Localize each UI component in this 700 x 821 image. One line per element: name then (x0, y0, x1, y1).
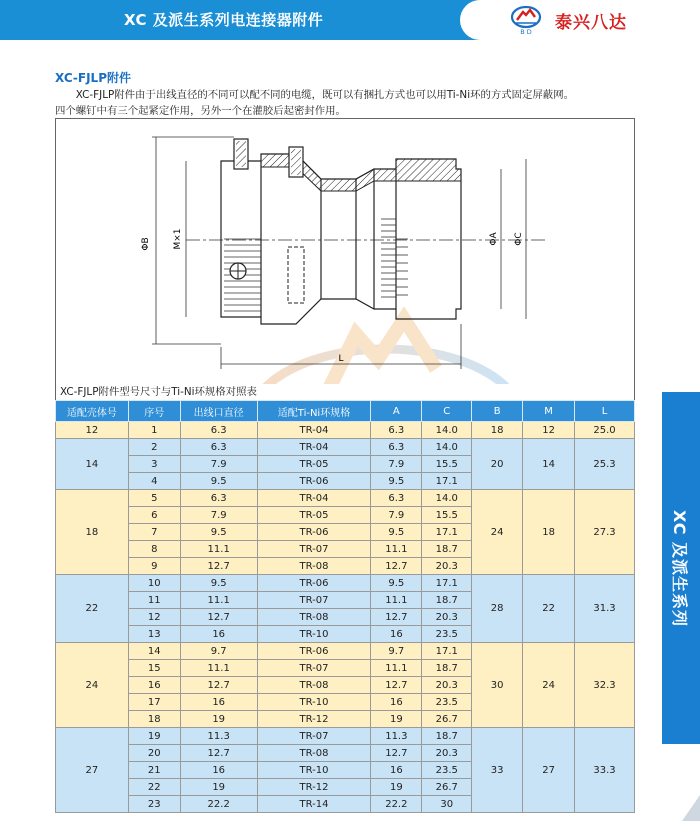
cell-m: 22 (523, 575, 575, 643)
cell-a: 7.9 (371, 456, 422, 473)
cell-c: 23.5 (422, 626, 472, 643)
cell-diameter: 12.7 (180, 609, 257, 626)
cell-ring: TR-12 (257, 779, 371, 796)
cell-c: 20.3 (422, 609, 472, 626)
cell-a: 12.7 (371, 677, 422, 694)
cell-ring: TR-08 (257, 677, 371, 694)
intro-text (55, 87, 645, 119)
cell-diameter: 6.3 (180, 422, 257, 439)
cell-shell: 18 (56, 490, 129, 575)
intro-line-1: XC-FJLP附件由于出线直径的不同可以配不同的电缆，既可以有捆扎方式也可以用Ti-Ni环的方式固定屏蔽网。 (75, 89, 574, 101)
cell-ring: TR-06 (257, 473, 371, 490)
cell-c: 20.3 (422, 558, 472, 575)
cell-diameter: 12.7 (180, 558, 257, 575)
cell-no: 13 (128, 626, 180, 643)
cell-diameter: 6.3 (180, 439, 257, 456)
cell-no: 19 (128, 728, 180, 745)
cell-a: 9.5 (371, 524, 422, 541)
side-tab (662, 392, 700, 744)
cell-a: 9.7 (371, 643, 422, 660)
cell-no: 21 (128, 762, 180, 779)
cell-l: 32.3 (575, 643, 635, 728)
cell-ring: TR-06 (257, 524, 371, 541)
page-title: XC 及派生系列电连接器附件 (124, 11, 324, 29)
cell-no: 23 (128, 796, 180, 813)
table-row (56, 728, 635, 745)
cell-shell: 12 (56, 422, 129, 439)
cell-c: 20.3 (422, 745, 472, 762)
cell-l: 27.3 (575, 490, 635, 575)
cell-c: 18.7 (422, 660, 472, 677)
cell-no: 16 (128, 677, 180, 694)
table-row (56, 439, 635, 456)
cell-diameter: 16 (180, 626, 257, 643)
cell-c: 23.5 (422, 694, 472, 711)
cell-shell: 22 (56, 575, 129, 643)
cell-a: 11.1 (371, 541, 422, 558)
cell-b: 20 (472, 439, 523, 490)
connector-drawing (56, 119, 634, 384)
cell-no: 10 (128, 575, 180, 592)
cell-m: 14 (523, 439, 575, 490)
table-row (56, 575, 635, 592)
cell-a: 22.2 (371, 796, 422, 813)
cell-diameter: 6.3 (180, 490, 257, 507)
cell-l: 31.3 (575, 575, 635, 643)
cell-a: 9.5 (371, 575, 422, 592)
cell-a: 11.1 (371, 660, 422, 677)
cell-m: 18 (523, 490, 575, 575)
cell-no: 15 (128, 660, 180, 677)
cell-no: 12 (128, 609, 180, 626)
cell-c: 14.0 (422, 490, 472, 507)
cell-c: 23.5 (422, 762, 472, 779)
cell-c: 17.1 (422, 524, 472, 541)
cell-ring: TR-07 (257, 592, 371, 609)
col-no: 序号 (128, 401, 180, 422)
cell-ring: TR-05 (257, 507, 371, 524)
cell-diameter: 11.1 (180, 541, 257, 558)
cell-b: 24 (472, 490, 523, 575)
cell-diameter: 7.9 (180, 456, 257, 473)
cell-no: 11 (128, 592, 180, 609)
page-corner (682, 795, 700, 821)
cell-no: 5 (128, 490, 180, 507)
cell-a: 12.7 (371, 609, 422, 626)
col-l: L (575, 401, 635, 422)
cell-l: 25.0 (575, 422, 635, 439)
cell-a: 6.3 (371, 422, 422, 439)
cell-diameter: 19 (180, 711, 257, 728)
col-diameter: 出线口直径 (180, 401, 257, 422)
cell-ring: TR-05 (257, 456, 371, 473)
cell-ring: TR-04 (257, 439, 371, 456)
cell-a: 16 (371, 762, 422, 779)
col-b: B (472, 401, 523, 422)
cell-c: 30 (422, 796, 472, 813)
col-a: A (371, 401, 422, 422)
col-shell: 适配壳体号 (56, 401, 129, 422)
table-header-row (56, 401, 635, 422)
cell-diameter: 11.1 (180, 660, 257, 677)
cell-ring: TR-07 (257, 660, 371, 677)
cell-b: 28 (472, 575, 523, 643)
label-phi-c: ΦC (514, 232, 524, 246)
cell-shell: 27 (56, 728, 129, 813)
cell-a: 11.1 (371, 592, 422, 609)
label-phi-b: ΦB (141, 237, 151, 251)
cell-c: 17.1 (422, 643, 472, 660)
cell-no: 9 (128, 558, 180, 575)
table-caption: XC-FJLP附件型号尺寸与Ti-Ni环规格对照表 (60, 386, 257, 398)
table-row (56, 643, 635, 660)
cell-l: 25.3 (575, 439, 635, 490)
cell-b: 30 (472, 643, 523, 728)
cell-ring: TR-06 (257, 575, 371, 592)
cell-diameter: 11.1 (180, 592, 257, 609)
cell-diameter: 12.7 (180, 677, 257, 694)
cell-a: 19 (371, 779, 422, 796)
cell-b: 18 (472, 422, 523, 439)
cell-c: 18.7 (422, 541, 472, 558)
cell-diameter: 9.5 (180, 575, 257, 592)
cell-diameter: 19 (180, 779, 257, 796)
cell-diameter: 16 (180, 762, 257, 779)
cell-no: 3 (128, 456, 180, 473)
intro-line-2: 四个螺钉中有三个起紧定作用，另外一个在灌胶后起密封作用。 (55, 105, 346, 117)
cell-m: 24 (523, 643, 575, 728)
cell-c: 15.5 (422, 456, 472, 473)
cell-c: 14.0 (422, 439, 472, 456)
cell-diameter: 22.2 (180, 796, 257, 813)
table-row (56, 422, 635, 439)
cell-diameter: 12.7 (180, 745, 257, 762)
cell-a: 9.5 (371, 473, 422, 490)
cell-ring: TR-10 (257, 762, 371, 779)
cell-no: 20 (128, 745, 180, 762)
cell-no: 1 (128, 422, 180, 439)
cell-no: 2 (128, 439, 180, 456)
cell-ring: TR-12 (257, 711, 371, 728)
cell-no: 22 (128, 779, 180, 796)
cell-ring: TR-07 (257, 541, 371, 558)
spec-table (55, 400, 635, 813)
cell-diameter: 9.5 (180, 524, 257, 541)
cell-no: 8 (128, 541, 180, 558)
table-row (56, 490, 635, 507)
label-phi-a: ΦA (489, 232, 499, 246)
cell-ring: TR-04 (257, 490, 371, 507)
cell-a: 7.9 (371, 507, 422, 524)
cell-a: 11.3 (371, 728, 422, 745)
cell-ring: TR-08 (257, 745, 371, 762)
col-c: C (422, 401, 472, 422)
side-tab-label: XC 及派生系列 (670, 509, 690, 627)
cell-a: 16 (371, 694, 422, 711)
cell-no: 17 (128, 694, 180, 711)
cell-a: 6.3 (371, 490, 422, 507)
brand-name: 泰兴八达 (555, 13, 627, 33)
cell-c: 20.3 (422, 677, 472, 694)
cell-ring: TR-08 (257, 609, 371, 626)
cell-ring: TR-10 (257, 694, 371, 711)
cell-c: 26.7 (422, 779, 472, 796)
cell-ring: TR-07 (257, 728, 371, 745)
cell-a: 6.3 (371, 439, 422, 456)
cell-c: 18.7 (422, 592, 472, 609)
section-title: XC-FJLP附件 (55, 71, 131, 85)
cell-diameter: 16 (180, 694, 257, 711)
cell-ring: TR-04 (257, 422, 371, 439)
col-m: M (523, 401, 575, 422)
cell-m: 12 (523, 422, 575, 439)
cell-diameter: 9.7 (180, 643, 257, 660)
brand-logo-icon (510, 5, 542, 35)
cell-m: 27 (523, 728, 575, 813)
label-l: L (338, 354, 344, 364)
cell-no: 6 (128, 507, 180, 524)
cell-c: 14.0 (422, 422, 472, 439)
cell-no: 4 (128, 473, 180, 490)
cell-a: 12.7 (371, 745, 422, 762)
cell-c: 17.1 (422, 575, 472, 592)
cell-no: 18 (128, 711, 180, 728)
cell-shell: 24 (56, 643, 129, 728)
cell-a: 16 (371, 626, 422, 643)
cell-ring: TR-14 (257, 796, 371, 813)
cell-ring: TR-06 (257, 643, 371, 660)
cell-diameter: 7.9 (180, 507, 257, 524)
cell-no: 14 (128, 643, 180, 660)
cell-c: 17.1 (422, 473, 472, 490)
cell-ring: TR-10 (257, 626, 371, 643)
cell-l: 33.3 (575, 728, 635, 813)
cell-c: 15.5 (422, 507, 472, 524)
cell-shell: 14 (56, 439, 129, 490)
col-ring: 适配Ti-Ni环规格 (257, 401, 371, 422)
cell-b: 33 (472, 728, 523, 813)
cell-diameter: 9.5 (180, 473, 257, 490)
cell-a: 12.7 (371, 558, 422, 575)
cell-diameter: 11.3 (180, 728, 257, 745)
cell-c: 18.7 (422, 728, 472, 745)
cell-c: 26.7 (422, 711, 472, 728)
cell-no: 7 (128, 524, 180, 541)
brand-letters: B D (520, 28, 532, 35)
label-m: M×1 (173, 228, 183, 250)
cell-ring: TR-08 (257, 558, 371, 575)
watermark-icon (251, 319, 521, 384)
cell-a: 19 (371, 711, 422, 728)
